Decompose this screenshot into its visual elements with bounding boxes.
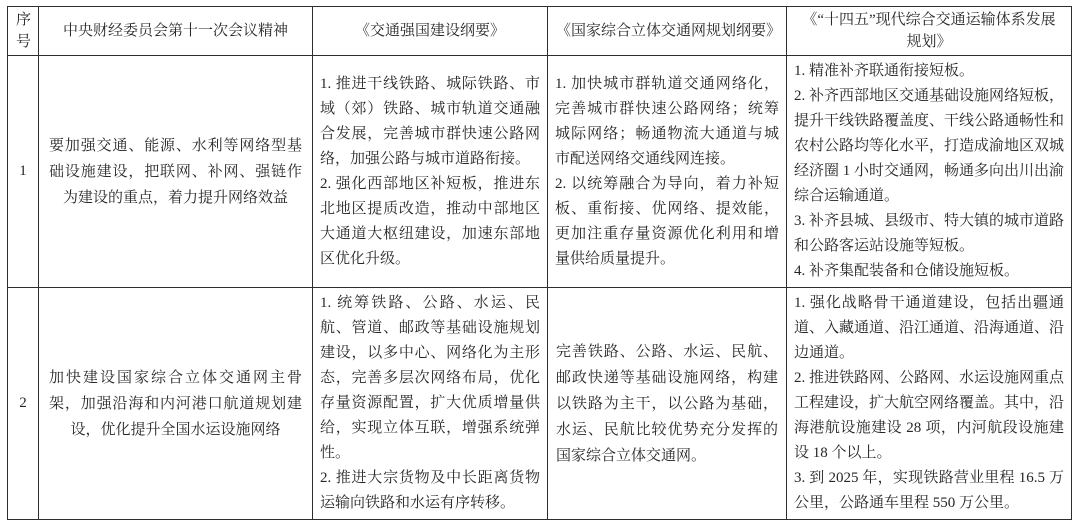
list-item: 1. 推进干线铁路、城际铁路、市域（郊）铁路、城市轨道交通融合发展，完善城市群快速公路网络，加强公路与城市道路衔接。: [320, 75, 540, 167]
cell-outline: [313, 56, 548, 288]
list-item: 2. 推进铁路网、公路网、水运设施网重点工程建设，扩大航空网络覆盖。其中，沿海港航设施建设 28 项，内河航段设施建设 18 个以上。: [794, 370, 1065, 461]
row-number: 1: [8, 56, 39, 288]
row-number: 2: [8, 288, 39, 520]
cell-network-plan: [548, 56, 787, 288]
list-item: 2. 以统筹融合为导向，着力补短板、重衔接、优网络、提效能，更加注重存量资源优化利用和增量供给质量提升。: [555, 175, 779, 267]
policy-comparison-table: [7, 6, 1072, 520]
cell-outline: [313, 288, 548, 520]
header-cell-outline: 《交通强国建设纲要》: [313, 7, 548, 56]
table-row: [8, 56, 1072, 288]
header-cell-plan-145: 《“十四五”现代综合交通运输体系发展规划》: [787, 7, 1072, 56]
cell-network-plan: [548, 288, 787, 520]
cell-meeting-spirit: 要加强交通、能源、水利等网络型基础设施建设，把联网、补网、强链作为建设的重点，着力提升网络效益: [39, 56, 313, 288]
cell-plan-145: [787, 288, 1072, 520]
cell-plan-145: [787, 56, 1072, 288]
header-cell-network-plan: 《国家综合立体交通网规划纲要》: [548, 7, 787, 56]
list-item: 1. 强化战略骨干通道建设，包括出疆通道、入藏通道、沿江通道、沿海通道、沿边通道。: [794, 295, 1065, 361]
cell-meeting-spirit: 加快建设国家综合立体交通网主骨架，加强沿海和内河港口航道规划建设，优化提升全国水运设施网络: [39, 288, 313, 520]
header-cell-seq: 序号: [8, 7, 39, 56]
list-item: 4. 补齐集配装备和仓储设施短板。: [794, 263, 1020, 279]
list-item: 3. 到 2025 年，实现铁路营业里程 16.5 万公里，公路通车里程 550 万公里。: [794, 470, 1064, 511]
list-item: 1. 精准补齐联通衔接短板。: [794, 63, 975, 79]
paragraph: 完善铁路、公路、水运、民航、邮政快递等基础设施网络，构建以铁路为主干，以公路为基础，水运、民航比较优势充分发挥的国家综合立体交通网。: [556, 343, 778, 464]
table-row: [8, 288, 1072, 520]
list-item: 2. 补齐西部地区交通基础设施网络短板，提升干线铁路覆盖度、干线公路通畅性和农村公路均等化水平，打造成渝地区双城经济圈 1 小时交通网，畅通多向出川出渝综合运输通道。: [794, 88, 1065, 204]
list-item: 1. 加快城市群轨道交通网络化，完善城市群快速公路网络；统筹城际网络；畅通物流大通道与城市配送网络交通线网连接。: [555, 75, 779, 167]
list-item: 2. 推进大宗货物及中长距离货物运输向铁路和水运有序转移。: [320, 470, 540, 511]
list-item: 1. 统筹铁路、公路、水运、民航、管道、邮政等基础设施规划建设，以多中心、网络化为主形态，完善多层次网络布局，优化存量资源配置，扩大优质增量供给，实现立体互联，增强系统弹性。: [320, 295, 540, 461]
header-row: [8, 7, 1072, 56]
header-cell-meeting-spirit: 中央财经委员会第十一次会议精神: [39, 7, 313, 56]
list-item: 3. 补齐县城、县级市、特大镇的城市道路和公路客运站设施等短板。: [794, 213, 1065, 254]
list-item: 2. 强化西部地区补短板，推进东北地区提质改造，推动中部地区大通道大枢纽建设，加速东部地区优化升级。: [320, 175, 540, 267]
